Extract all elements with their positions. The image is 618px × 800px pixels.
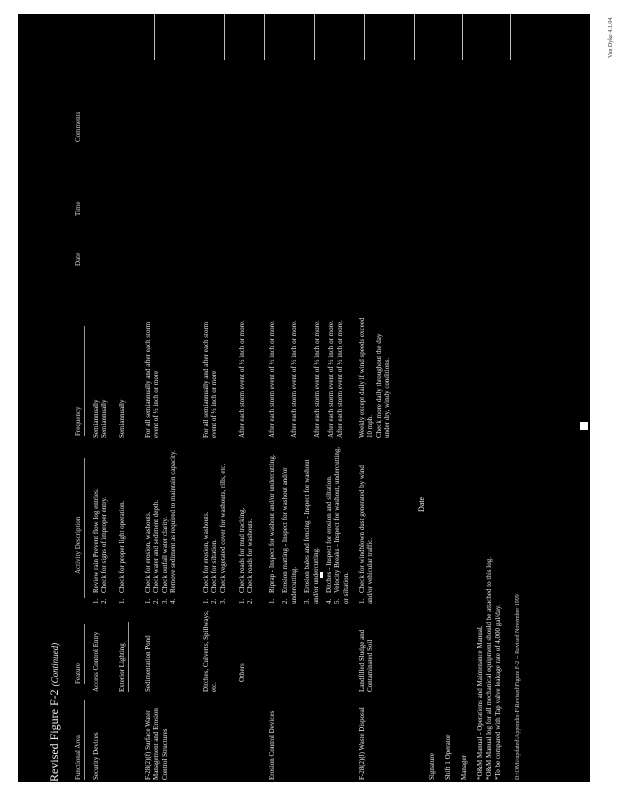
row-activities bbox=[144, 446, 178, 604]
activity-text: Erosion matting - Inspect for washout and/or undercutting. bbox=[281, 467, 298, 604]
activity-num: 1. bbox=[92, 598, 100, 604]
activity-num: 2. bbox=[281, 598, 290, 604]
row-frequency bbox=[268, 316, 344, 438]
frequency-text: After each storm event of ½ inch or more. bbox=[290, 320, 299, 438]
activity-line bbox=[92, 446, 100, 604]
activity-text: Check water and sediment depth. bbox=[152, 499, 161, 593]
row-feature: Sedimentation Pond bbox=[144, 635, 152, 692]
header-underline bbox=[84, 458, 85, 598]
activity-line bbox=[325, 446, 333, 604]
row-feature: Ditches, Culverts, Spillways, etc. bbox=[202, 610, 219, 692]
column-header-comments: Comments bbox=[74, 111, 82, 142]
activity-text: Check for erosion, washouts. bbox=[202, 511, 210, 593]
activity-text: Check roads for washouts. bbox=[246, 518, 255, 593]
activity-text: Check outfall water clarity. bbox=[160, 516, 169, 593]
row-activities bbox=[202, 446, 227, 604]
activity-line bbox=[333, 446, 350, 604]
frequency-text: After each storm event of ½ inch or more. bbox=[327, 320, 336, 438]
frequency-text: Semiannually bbox=[92, 399, 100, 438]
activity-line bbox=[219, 446, 227, 604]
row-frequency bbox=[358, 316, 392, 438]
activity-line bbox=[144, 446, 152, 604]
frequency-text: Weekly except daily if wind speeds exceed 10 mph. bbox=[358, 317, 375, 438]
activity-num: 2. bbox=[210, 598, 219, 604]
scan-marker bbox=[580, 422, 588, 430]
activity-num: 1. bbox=[202, 598, 210, 604]
row-activities bbox=[358, 446, 375, 604]
column-header-time: Time bbox=[74, 201, 82, 216]
activity-num: 3. bbox=[160, 598, 169, 604]
signature-label: Signature bbox=[428, 753, 436, 780]
activity-text: Check for windblown dust generated by wind and/or vehicular traffic. bbox=[358, 465, 375, 604]
activity-num: 1. bbox=[144, 598, 152, 604]
activity-num: 2. bbox=[246, 598, 255, 604]
row-feature: Exterior Lighting bbox=[118, 643, 126, 692]
activity-line bbox=[202, 446, 210, 604]
manager-label: Manager bbox=[460, 755, 468, 780]
activity-text: Erosion bales and fencing - Inspect for washout and/or undercutting. bbox=[303, 459, 320, 604]
title-continued: (Continued) bbox=[50, 642, 60, 687]
activity-line bbox=[169, 446, 177, 604]
column-header-activity: Activity Description bbox=[74, 516, 82, 574]
activity-num: 1. bbox=[358, 598, 366, 604]
row-feature: Landfilled Sludge and Contaminated Soil bbox=[358, 629, 375, 692]
activity-line bbox=[161, 446, 169, 604]
column-header-area: Functional Area bbox=[74, 735, 82, 780]
row-area: Security Devices bbox=[92, 732, 100, 780]
activity-line bbox=[152, 446, 160, 604]
rotated-document bbox=[40, 38, 580, 788]
frequency-text: After each storm event of ½ inch or more. bbox=[268, 320, 276, 438]
activity-text: Ditches - Inspect for erosion and siltation. bbox=[325, 475, 334, 593]
title-text: Revised Figure F-2 bbox=[47, 689, 61, 782]
row-frequency bbox=[118, 316, 126, 438]
header-underline bbox=[84, 624, 85, 684]
activity-num: 2. bbox=[100, 598, 109, 604]
column-header-feature: Feature bbox=[74, 663, 82, 684]
activity-num: 2. bbox=[152, 598, 161, 604]
note-line: *O&M Manual - Operations and Maintenance Manual. bbox=[476, 625, 484, 780]
activity-text: Check for proper light operation. bbox=[118, 500, 126, 593]
row-area: F-28(2)(l) Waste Disposal bbox=[358, 707, 366, 780]
frequency-text: After each storm event of ½ inch or more. bbox=[238, 320, 246, 438]
activity-num: 3. bbox=[218, 598, 227, 604]
row-feature: Others bbox=[238, 663, 246, 682]
activity-num: 4. bbox=[325, 598, 334, 604]
activity-text: Check for signs of improper entry. bbox=[100, 496, 109, 593]
activity-num: 3. bbox=[303, 598, 312, 604]
activity-text: Remove sediment as required to maintain capacity. bbox=[169, 450, 178, 593]
row-divider bbox=[128, 622, 129, 692]
row-frequency bbox=[144, 316, 161, 438]
activity-text: Check for erosion, washouts. bbox=[144, 511, 152, 593]
activity-text: Review rain Prevent flow log entries. bbox=[92, 488, 100, 593]
frequency-text: For all semiannually and after each storm event of ½ inch or more bbox=[202, 321, 219, 438]
activity-num: 1. bbox=[238, 598, 246, 604]
activity-line bbox=[118, 446, 126, 604]
row-area: F-28(2)(f) Surface Water Management and Erosion Control Structures bbox=[144, 708, 169, 780]
shift-label: Shift 1 Operator bbox=[444, 734, 452, 780]
activity-num: 1. bbox=[118, 598, 126, 604]
frequency-text: For all semiannually and after each storm event of ½ inch or more bbox=[144, 321, 161, 438]
frequency-text: Semiannually bbox=[100, 399, 109, 438]
column-header-date: Date bbox=[74, 252, 82, 266]
activity-line bbox=[246, 446, 254, 604]
row-activities bbox=[268, 446, 350, 604]
row-frequency bbox=[92, 316, 109, 438]
activity-line bbox=[268, 446, 276, 604]
stamp-label bbox=[594, 0, 616, 60]
frequency-text: After each storm event of ½ inch or more. bbox=[335, 320, 344, 438]
row-frequency bbox=[202, 316, 219, 438]
row-activities bbox=[118, 446, 126, 604]
activity-line bbox=[238, 446, 246, 604]
frequency-text: After each storm event of ½ inch or more. bbox=[312, 320, 321, 438]
date-label: Date bbox=[417, 496, 426, 512]
activity-text: Velocity Breaks - Inspect for washout, undercutting, or siltation. bbox=[333, 446, 350, 604]
stamp-text: Van Dyke 4.1.04 bbox=[608, 17, 614, 58]
note-line: *O&M Manual log for all mechanical equipment should be attached to this log. bbox=[485, 557, 493, 780]
row-feature: Access Control Entry bbox=[92, 631, 100, 692]
row-frequency bbox=[238, 316, 246, 438]
activity-line bbox=[210, 446, 218, 604]
activity-num: 4. bbox=[169, 598, 178, 604]
row-activities bbox=[238, 446, 255, 604]
note-line: *To be compared with Tap valve leakage rate of 4,000 gal/day. bbox=[494, 604, 502, 780]
row-area: Erosion Control Devices bbox=[268, 710, 276, 780]
header-underline bbox=[84, 700, 85, 780]
frequency-text: Semiannually bbox=[118, 399, 126, 438]
document-footer: D:\OMs\updated\Appendix-F\Revised\Figure F-2 -- Revised November 1999 bbox=[515, 594, 521, 780]
activity-text: Check for siltation. bbox=[210, 539, 219, 593]
activity-line bbox=[100, 446, 108, 604]
activity-line bbox=[281, 446, 298, 604]
activity-text: Check roads for mud tracking. bbox=[238, 507, 246, 593]
header-underline bbox=[84, 326, 85, 436]
activity-line bbox=[303, 446, 320, 604]
column-header-frequency: Frequency bbox=[74, 406, 82, 436]
activity-num: 5. bbox=[333, 598, 342, 604]
row-activities bbox=[92, 446, 109, 604]
frequency-text: Check more daily throughout the day under dry, windy conditions. bbox=[374, 333, 392, 438]
activity-text: Check vegetated cover for washouts, rills, etc. bbox=[218, 463, 227, 593]
activity-line bbox=[358, 446, 375, 604]
document-title bbox=[48, 643, 62, 782]
activity-text: Riprap - Inspect for washout and/or undercutting. bbox=[268, 454, 276, 593]
activity-num: 1. bbox=[268, 598, 276, 604]
